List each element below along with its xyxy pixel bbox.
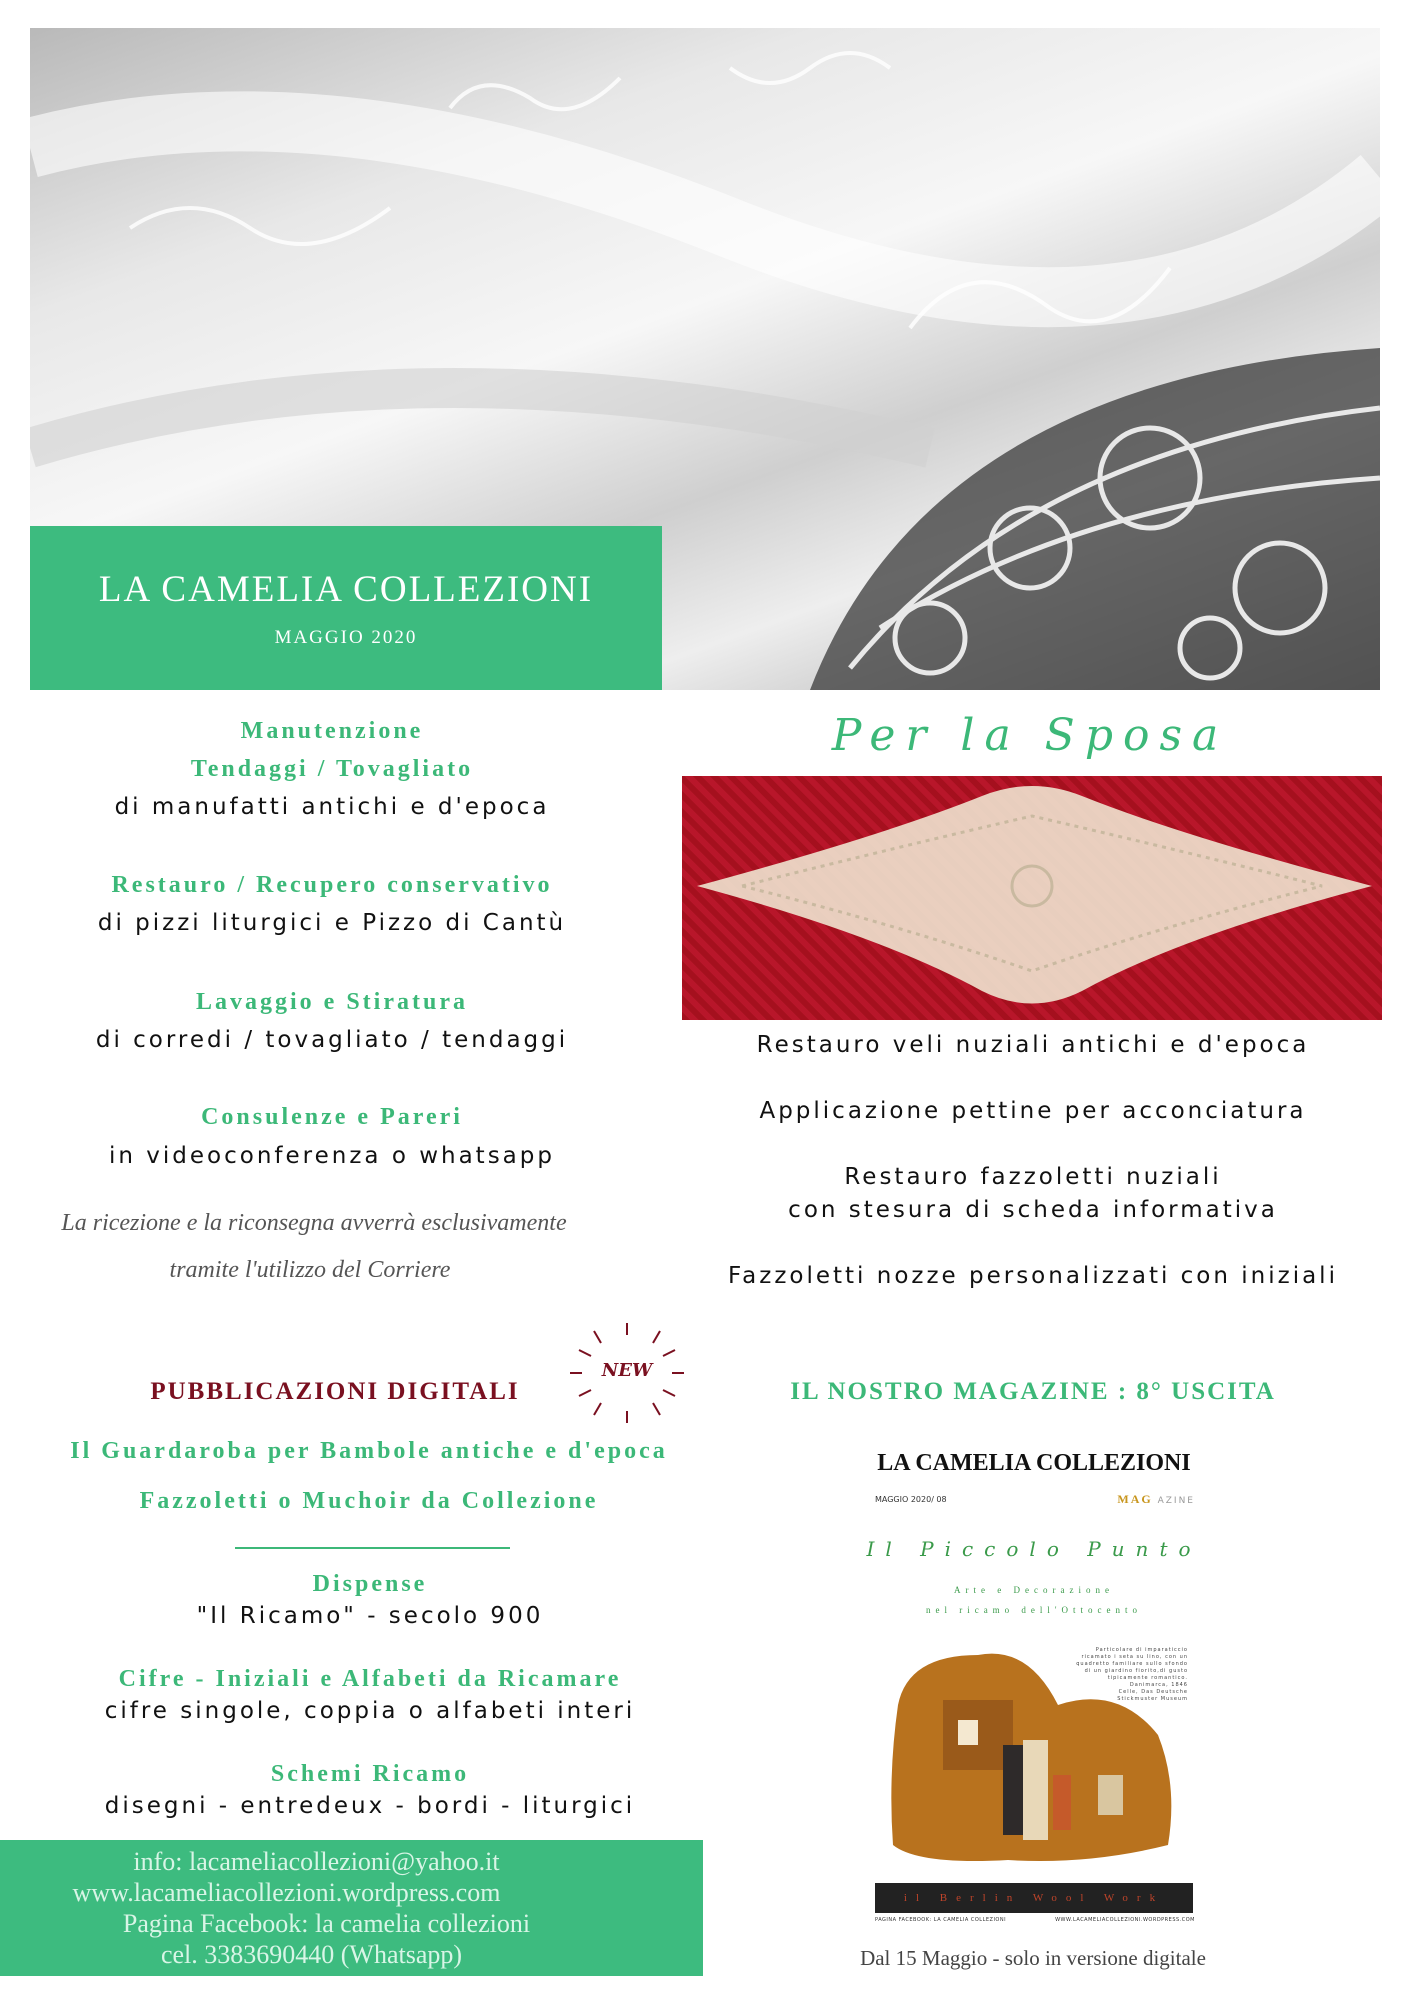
dispense-heading: Schemi Ricamo [270, 1761, 470, 1787]
embroidery-image [888, 1645, 1188, 1870]
image-caption: Particolare di imparaticcio [1095, 1647, 1188, 1653]
image-caption: quadretto familiare sullo sfondo [1076, 1661, 1188, 1667]
contact-email[interactable]: info: lacameliacollezioni@yahoo.it [133, 1847, 500, 1876]
publications-title: PUBBLICAZIONI DIGITALI [150, 1378, 520, 1405]
image-caption: tipicamente romantico. [1107, 1675, 1188, 1681]
dispense-text: disegni - entredeux - bordi - liturgici [104, 1793, 636, 1819]
new-badge-label: NEW [601, 1360, 653, 1381]
service-heading: Tendaggi / Tovagliato [190, 756, 474, 782]
cover-headline: Il Piccolo Punto [866, 1537, 1202, 1561]
cover-azine: AZINE [1157, 1496, 1195, 1506]
image-caption: Danimarca, 1846 [1129, 1682, 1188, 1688]
image-caption: Stickmuster Museum [1117, 1696, 1188, 1702]
image-caption: ricamato i seta su lino, con un [1081, 1654, 1188, 1660]
publication-item: Fazzoletti o Muchoir da Collezione [139, 1488, 599, 1514]
magazine-cover[interactable] [866, 1445, 1202, 1923]
bride-item: Fazzoletti nozze personalizzati con iniziali [728, 1263, 1338, 1289]
contact-footer [0, 1840, 703, 1976]
bridal-lace-photo [682, 776, 1382, 1020]
service-heading: Manutenzione [240, 718, 424, 744]
dispense-heading: Cifre - Iniziali e Alfabeti da Ricamare [118, 1666, 622, 1692]
service-heading: Restauro / Recupero conservativo [111, 872, 553, 898]
bride-item: Restauro fazzoletti nuziali [844, 1164, 1222, 1190]
divider [235, 1547, 510, 1549]
bride-item: Restauro veli nuziali antichi e d'epoca [756, 1032, 1310, 1058]
dispense-text: "Il Ricamo" - secolo 900 [196, 1603, 544, 1629]
cover-title: LA CAMELIA COLLEZIONI [877, 1450, 1191, 1476]
title-banner [30, 526, 662, 690]
cover-sub: Arte e Decorazione [954, 1585, 1114, 1595]
service-heading: Lavaggio e Stiratura [196, 989, 468, 1015]
new-badge [570, 1318, 684, 1428]
page-subtitle: MAGGIO 2020 [274, 627, 418, 648]
cover-sub: nel ricamo dell'Ottocento [925, 1605, 1143, 1615]
contact-facebook[interactable]: Pagina Facebook: la camelia collezioni [122, 1909, 531, 1938]
shipping-note: La ricezione e la riconsegna avverrà esclusivamente [61, 1210, 567, 1236]
bride-item: Applicazione pettine per acconciatura [759, 1098, 1307, 1124]
cover-mag: MAG [1117, 1492, 1153, 1506]
cover-band: il Berlin Wool Work [875, 1883, 1193, 1913]
contact-phone[interactable]: cel. 3383690440 (Whatsapp) [160, 1940, 463, 1969]
service-text: di corredi / tovagliato / tendaggi [95, 1027, 569, 1053]
cover-web: WWW.LACAMELIACOLLEZIONI.WORDPRESS.COM [1055, 1917, 1195, 1923]
page-title: LA CAMELIA COLLEZIONI [98, 569, 594, 610]
dispense-heading: Dispense [312, 1571, 428, 1597]
cover-fb: PAGINA FACEBOOK: LA CAMELIA COLLEZIONI [875, 1917, 1007, 1923]
magazine-title: IL NOSTRO MAGAZINE : 8° USCITA [790, 1378, 1276, 1405]
publication-item: Il Guardaroba per Bambole antiche e d'epoca [70, 1438, 668, 1464]
service-heading: Consulenze e Pareri [201, 1104, 463, 1130]
cover-issue: MAGGIO 2020/ 08 [875, 1495, 947, 1504]
service-text: di pizzi liturgici e Pizzo di Cantù [97, 910, 567, 936]
image-caption: Celle, Das Deutsche [1118, 1689, 1188, 1695]
service-text: in videoconferenza o whatsapp [109, 1143, 555, 1169]
image-caption: di un giardino fiorito,di gusto [1084, 1668, 1188, 1674]
shipping-note: tramite l'utilizzo del Corriere [169, 1257, 451, 1283]
magazine-caption: Dal 15 Maggio - solo in versione digitale [860, 1946, 1206, 1970]
contact-website[interactable]: www.lacameliacollezioni.wordpress.com [72, 1878, 501, 1907]
dispense-text: cifre singole, coppia o alfabeti interi [104, 1698, 636, 1724]
bride-title: Per la Sposa [831, 710, 1229, 761]
service-text: di manufatti antichi e d'epoca [114, 794, 550, 820]
bride-item: con stesura di scheda informativa [788, 1197, 1278, 1223]
